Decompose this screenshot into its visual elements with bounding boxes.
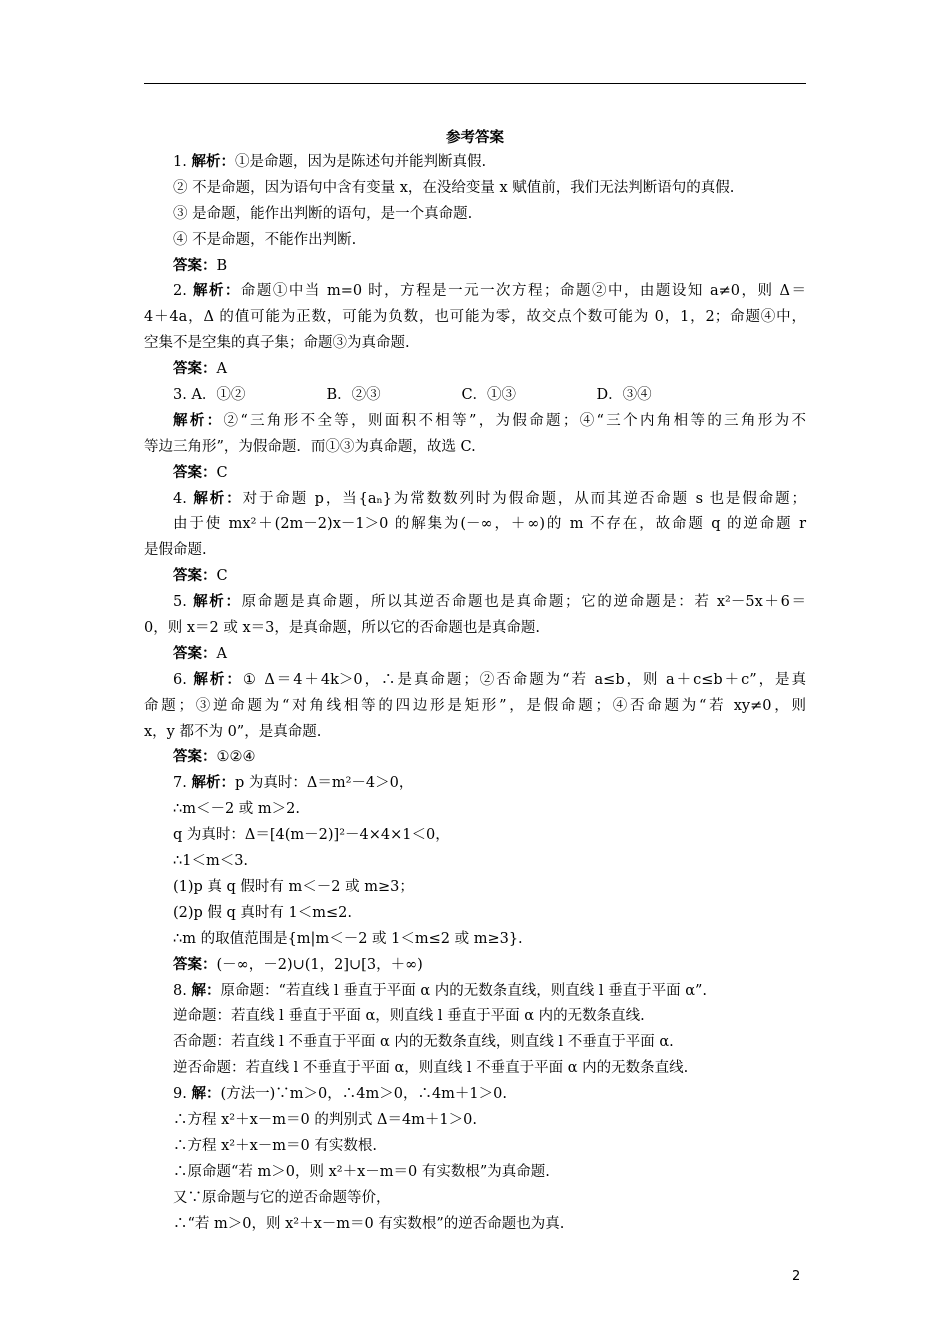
q4-line-2: 由于使 mx²＋(2m－2)x－1＞0 的解集为(－∞，＋∞)的 m 不存在，故命题 q 的逆命题 r [173, 516, 806, 533]
choice-d: D．③④ [596, 387, 652, 404]
q3-answer: 答案：C [173, 464, 228, 481]
q1-line-4: ④ 不是命题，不能作出判断. [173, 231, 357, 248]
page-title: 参考答案 [446, 130, 504, 146]
q7-line-7: ∴m 的取值范围是{m|m＜－2 或 1＜m≤2 或 m≥3}. [173, 930, 523, 947]
answer-content [144, 150, 806, 1237]
q6-answer: 答案：①②④ [173, 749, 256, 766]
q9-line-4: ∴原命题“若 m＞0，则 x²＋x－m＝0 有实数根”为真命题. [173, 1163, 550, 1180]
header-rule [144, 83, 806, 84]
q9-line-2: ∴方程 x²＋x－m＝0 的判别式 Δ＝4m＋1＞0. [173, 1111, 477, 1128]
choice-b: B．②③ [326, 387, 381, 404]
q2-line-1: 2. 解析：命题①中当 m=0 时，方程是一元一次方程；命题②中，由题设知 a≠0，则 Δ＝ [173, 283, 807, 300]
q4-answer: 答案：C [173, 568, 228, 585]
q4-line-1: 4. 解析：对于命题 p，当{aₙ}为常数数列时为假命题，从而其逆否命题 s 也是假命题； [173, 490, 807, 507]
q6-line-2: 命题；③逆命题为“对角线相等的四边形是矩形”，是假命题；④否命题为“若 xy≠0，则 [144, 697, 806, 714]
q7-line-6: (2)p 假 q 真时有 1＜m≤2. [173, 904, 352, 921]
q4-line-3: 是假命题. [144, 542, 207, 559]
q3-choices: 3. A．①② B．②③ C．①③ D．③④ [144, 383, 806, 409]
q5-line-2: 0，则 x＝2 或 x＝3，是真命题，所以它的否命题也是真命题. [144, 620, 540, 637]
choice-c: C．①③ [461, 387, 517, 404]
q7-line-4: ∴1＜m＜3. [173, 853, 249, 870]
q1-line-1: 1. 解析：①是命题，因为是陈述句并能判断真假. [173, 154, 487, 170]
q7-line-1: 7. 解析：p 为真时：Δ＝m²－4＞0， [173, 775, 414, 792]
q6-line-1: 6. 解析：① Δ＝4＋4k＞0，∴是真命题；②否命题为“若 a≤b，则 a＋c≤b＋c”，是真 [173, 671, 807, 688]
q9-line-1: 9. 解：(方法一)∵m＞0，∴4m＞0，∴4m＋1＞0. [173, 1086, 507, 1103]
q5-answer: 答案：A [173, 645, 227, 662]
q1-line-2: ② 不是命题，因为语句中含有变量 x，在没给变量 x 赋值前，我们无法判断语句的真假. [173, 179, 735, 196]
q9-line-3: ∴方程 x²＋x－m＝0 有实数根. [173, 1137, 377, 1154]
q1-answer: 答案：B [173, 257, 228, 274]
q7-line-3: q 为真时：Δ＝[4(m－2)]²－4×4×1＜0， [173, 827, 450, 844]
q2-line-3: 空集不是空集的真子集；命题③为真命题. [144, 335, 410, 352]
q9-line-5: 又∵原命题与它的逆否命题等价， [173, 1189, 391, 1206]
q2-line-2: 4＋4a，Δ 的值可能为正数，可能为负数，也可能为零，故交点个数可能为 0，1，2；命题④中， [144, 309, 806, 326]
q5-line-1: 5. 解析：原命题是真命题，所以其逆否命题也是真命题；它的逆命题是：若 x²－5x＋6＝ [173, 594, 806, 611]
q8-line-1: 8. 解：原命题：“若直线 l 垂直于平面 α 内的无数条直线，则直线 l 垂直于平面 α”. [173, 982, 708, 999]
q8-line-3: 否命题：若直线 l 不垂直于平面 α 内的无数条直线，则直线 l 不垂直于平面 α. [173, 1034, 674, 1051]
q3-line-2: 等边三角形”，为假命题．而①③为真命题，故选 C. [144, 438, 476, 455]
q7-line-2: ∴m＜－2 或 m＞2. [173, 801, 301, 818]
choice-a: A．①② [191, 387, 246, 404]
q7-answer: 答案：(－∞，－2)∪(1，2]∪[3，＋∞) [173, 956, 423, 973]
q7-line-5: (1)p 真 q 假时有 m＜－2 或 m≥3； [173, 878, 414, 895]
q1-line-3: ③ 是命题，能作出判断的语句，是一个真命题. [173, 205, 473, 222]
q2-answer: 答案：A [173, 361, 227, 378]
q8-line-2: 逆命题：若直线 l 垂直于平面 α，则直线 l 垂直于平面 α 内的无数条直线. [173, 1008, 645, 1025]
q9-line-6: ∴“若 m＞0，则 x²＋x－m＝0 有实数根”的逆否命题也为真. [173, 1215, 565, 1232]
q8-line-4: 逆否命题：若直线 l 不垂直于平面 α，则直线 l 不垂直于平面 α 内的无数条直线. [173, 1060, 689, 1077]
q6-line-3: x，y 都不为 0”，是真命题. [144, 723, 322, 740]
q3-line-1: 解析：②“三角形不全等，则面积不相等”，为假命题；④“三个内角相等的三角形为不 [173, 412, 806, 429]
page-number: 2 [792, 1269, 801, 1284]
